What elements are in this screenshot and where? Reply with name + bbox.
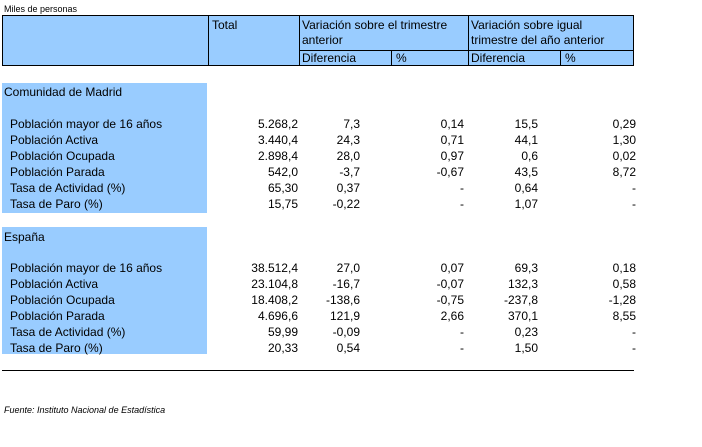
- row-label: Población mayor de 16 años: [10, 261, 163, 275]
- table-row: [0, 292, 640, 308]
- row-label: Población mayor de 16 años: [10, 117, 163, 131]
- cell-pct-anual: 8,72: [612, 165, 636, 179]
- row-label: Población Parada: [10, 165, 105, 179]
- header-total: Total: [212, 18, 238, 32]
- table-header: [2, 15, 634, 66]
- section-title-row: [0, 84, 640, 100]
- cell-pct-trimestre: 0,97: [440, 149, 464, 163]
- cell-pct-trimestre: -: [460, 197, 464, 211]
- cell-pct-trimestre: -0,67: [436, 165, 464, 179]
- cell-dif-trimestre: 121,9: [329, 309, 360, 323]
- table-row: [0, 132, 640, 148]
- table-row: [0, 324, 640, 340]
- header-var-trimestre-1: Variación sobre el trimestre: [302, 18, 448, 32]
- table-row: [0, 116, 640, 132]
- cell-dif-trimestre: 28,0: [336, 149, 360, 163]
- cell-dif-trimestre: 7,3: [343, 117, 360, 131]
- row-label: Tasa de Paro (%): [10, 197, 103, 211]
- cell-pct-trimestre: -0,07: [436, 277, 464, 291]
- cell-total: 4.696,6: [257, 309, 298, 323]
- cell-dif-anual: 1,07: [514, 197, 538, 211]
- header-pct-2: %: [565, 51, 576, 65]
- header-var-anual-1: Variación sobre igual: [471, 18, 583, 32]
- cell-dif-trimestre: 24,3: [336, 133, 360, 147]
- cell-pct-anual: 1,30: [612, 133, 636, 147]
- cell-pct-anual: -: [632, 341, 636, 355]
- cell-dif-trimestre: -16,7: [332, 277, 360, 291]
- row-label: Tasa de Actividad (%): [10, 181, 126, 195]
- cell-dif-trimestre: -0,09: [332, 325, 360, 339]
- cell-pct-trimestre: 0,71: [440, 133, 464, 147]
- cell-dif-trimestre: -0,22: [332, 197, 360, 211]
- row-label: Población Parada: [10, 309, 105, 323]
- cell-total: 65,30: [267, 181, 298, 195]
- cell-total: 3.440,4: [257, 133, 298, 147]
- source-note: Fuente: Instituto Nacional de Estadística: [4, 405, 166, 415]
- cell-pct-anual: -: [632, 197, 636, 211]
- row-label: Población Ocupada: [10, 149, 115, 163]
- cell-total: 20,33: [267, 341, 298, 355]
- table-row: [0, 196, 640, 212]
- cell-pct-trimestre: -: [460, 341, 464, 355]
- table-bottom-rule: [2, 370, 634, 371]
- cell-pct-anual: 8,55: [612, 309, 636, 323]
- header-var-anual-2: trimestre del año anterior: [471, 33, 605, 47]
- cell-dif-anual: 0,23: [514, 325, 538, 339]
- cell-total: 5.268,2: [257, 117, 298, 131]
- cell-dif-trimestre: 0,54: [336, 341, 360, 355]
- cell-dif-trimestre: 0,37: [336, 181, 360, 195]
- table-row: [0, 340, 640, 356]
- cell-dif-anual: 1,50: [514, 341, 538, 355]
- section-title-row: [0, 229, 640, 245]
- cell-total: 59,99: [267, 325, 298, 339]
- cell-dif-anual: 69,3: [514, 261, 538, 275]
- cell-dif-anual: 44,1: [514, 133, 538, 147]
- cell-dif-anual: 0,64: [514, 181, 538, 195]
- header-diferencia-1: Diferencia: [302, 51, 357, 65]
- cell-dif-anual: -237,8: [503, 293, 538, 307]
- cell-pct-trimestre: 0,07: [440, 261, 464, 275]
- cell-pct-trimestre: 0,14: [440, 117, 464, 131]
- table-row: [0, 260, 640, 276]
- cell-dif-anual: 0,6: [521, 149, 538, 163]
- cell-dif-anual: 15,5: [514, 117, 538, 131]
- cell-pct-anual: -1,28: [608, 293, 636, 307]
- header-diferencia-2: Diferencia: [471, 51, 526, 65]
- cell-pct-trimestre: -: [460, 325, 464, 339]
- cell-pct-anual: 0,18: [612, 261, 636, 275]
- cell-total: 38.512,4: [251, 261, 298, 275]
- units-note: Miles de personas: [4, 4, 78, 14]
- table-row: [0, 148, 640, 164]
- cell-dif-trimestre: -3,7: [339, 165, 360, 179]
- section-title-espana: España: [4, 230, 45, 244]
- table-row: [0, 180, 640, 196]
- table-row: [0, 164, 640, 180]
- cell-pct-trimestre: -0,75: [436, 293, 464, 307]
- cell-dif-anual: 43,5: [514, 165, 538, 179]
- cell-pct-anual: -: [632, 181, 636, 195]
- row-label: Población Activa: [10, 277, 99, 291]
- row-label: Población Ocupada: [10, 293, 115, 307]
- cell-dif-anual: 132,3: [507, 277, 538, 291]
- table-row: [0, 276, 640, 292]
- cell-dif-anual: 370,1: [507, 309, 538, 323]
- cell-total: 542,0: [267, 165, 298, 179]
- cell-total: 2.898,4: [257, 149, 298, 163]
- cell-pct-anual: -: [632, 325, 636, 339]
- cell-total: 15,75: [267, 197, 298, 211]
- cell-dif-trimestre: 27,0: [336, 261, 360, 275]
- cell-pct-trimestre: 2,66: [440, 309, 464, 323]
- table-row: [0, 308, 640, 324]
- section-title-madrid: Comunidad de Madrid: [4, 85, 123, 99]
- cell-dif-trimestre: -138,6: [325, 293, 360, 307]
- cell-pct-trimestre: -: [460, 181, 464, 195]
- cell-pct-anual: 0,58: [612, 277, 636, 291]
- row-label: Población Activa: [10, 133, 99, 147]
- row-label: Tasa de Paro (%): [10, 341, 103, 355]
- cell-pct-anual: 0,29: [612, 117, 636, 131]
- header-var-trimestre-2: anterior: [302, 33, 343, 47]
- row-label: Tasa de Actividad (%): [10, 325, 126, 339]
- cell-total: 23.104,8: [251, 277, 298, 291]
- cell-total: 18.408,2: [251, 293, 298, 307]
- header-pct-1: %: [396, 51, 407, 65]
- cell-pct-anual: 0,02: [612, 149, 636, 163]
